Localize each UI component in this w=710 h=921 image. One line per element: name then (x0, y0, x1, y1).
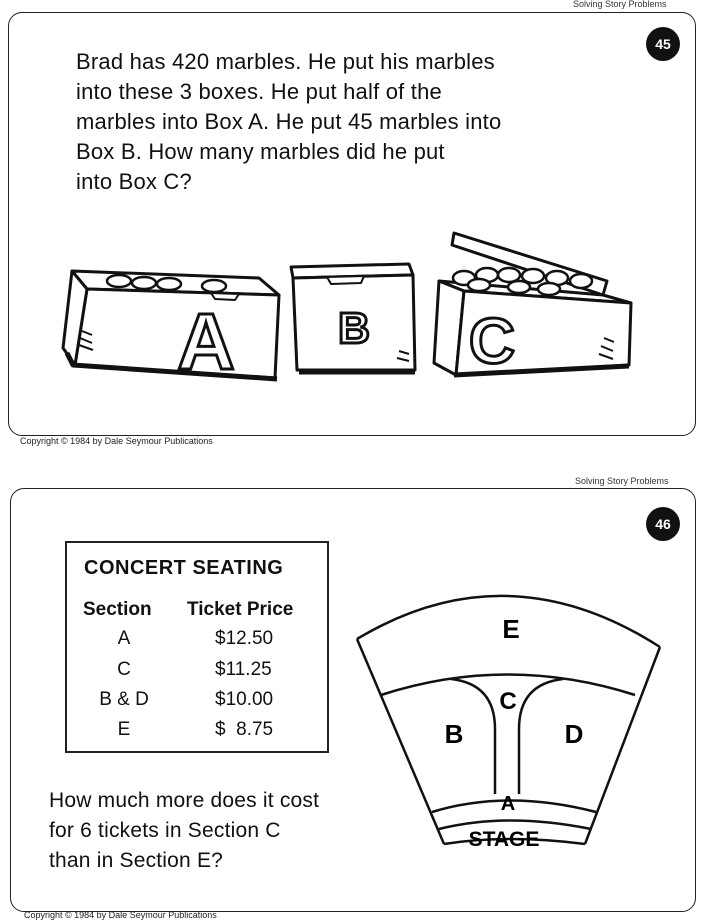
card-45-copyright: Copyright © 1984 by Dale Seymour Publications (20, 436, 213, 446)
card-45 (8, 12, 696, 436)
problem-line: How much more does it cost (49, 789, 320, 812)
card-45-number-badge: 45 (646, 27, 680, 61)
col-header-ticket-price: Ticket Price (187, 599, 294, 620)
box-a-label: A (177, 297, 235, 386)
row-price: $ 8.75 (215, 719, 274, 740)
section-b-label: B (444, 719, 464, 749)
problem-line: into these 3 boxes. He put half of the (76, 79, 442, 104)
row-price: $10.00 (215, 689, 274, 710)
col-header-section: Section (83, 599, 152, 620)
table-title: CONCERT SEATING (84, 557, 284, 579)
row-section: E (117, 719, 131, 740)
card-46-number-badge: 46 (646, 507, 680, 541)
row-price: $11.25 (215, 659, 272, 680)
card-45-header: Solving Story Problems (573, 0, 667, 9)
card-46-header: Solving Story Problems (575, 476, 669, 486)
problem-line: into Box C? (76, 169, 192, 194)
section-d-label: D (564, 719, 584, 749)
section-a-label: A (500, 793, 516, 815)
card-46-problem (49, 786, 319, 876)
problem-line: for 6 tickets in Section C (49, 819, 281, 842)
problem-line: Box B. How many marbles did he put (76, 139, 445, 164)
section-e-label: E (502, 614, 520, 644)
box-b-label: B (338, 304, 370, 353)
row-price: $12.50 (215, 628, 274, 649)
problem-line: than in Section E? (49, 849, 224, 872)
row-section: B & D (99, 689, 149, 710)
box-c-label: C (468, 305, 516, 377)
card-46 (10, 488, 696, 912)
box-c (434, 233, 631, 375)
marble-boxes-illustration (9, 13, 695, 435)
row-section: A (117, 628, 131, 649)
card-46-copyright: Copyright © 1984 by Dale Seymour Publications (24, 910, 217, 920)
box-a (63, 271, 279, 379)
row-section: C (117, 659, 131, 680)
problem-line: marbles into Box A. He put 45 marbles into (76, 109, 502, 134)
section-c-label: C (499, 688, 517, 715)
problem-line: Brad has 420 marbles. He put his marbles (76, 49, 495, 74)
stage-label: STAGE (468, 828, 540, 851)
